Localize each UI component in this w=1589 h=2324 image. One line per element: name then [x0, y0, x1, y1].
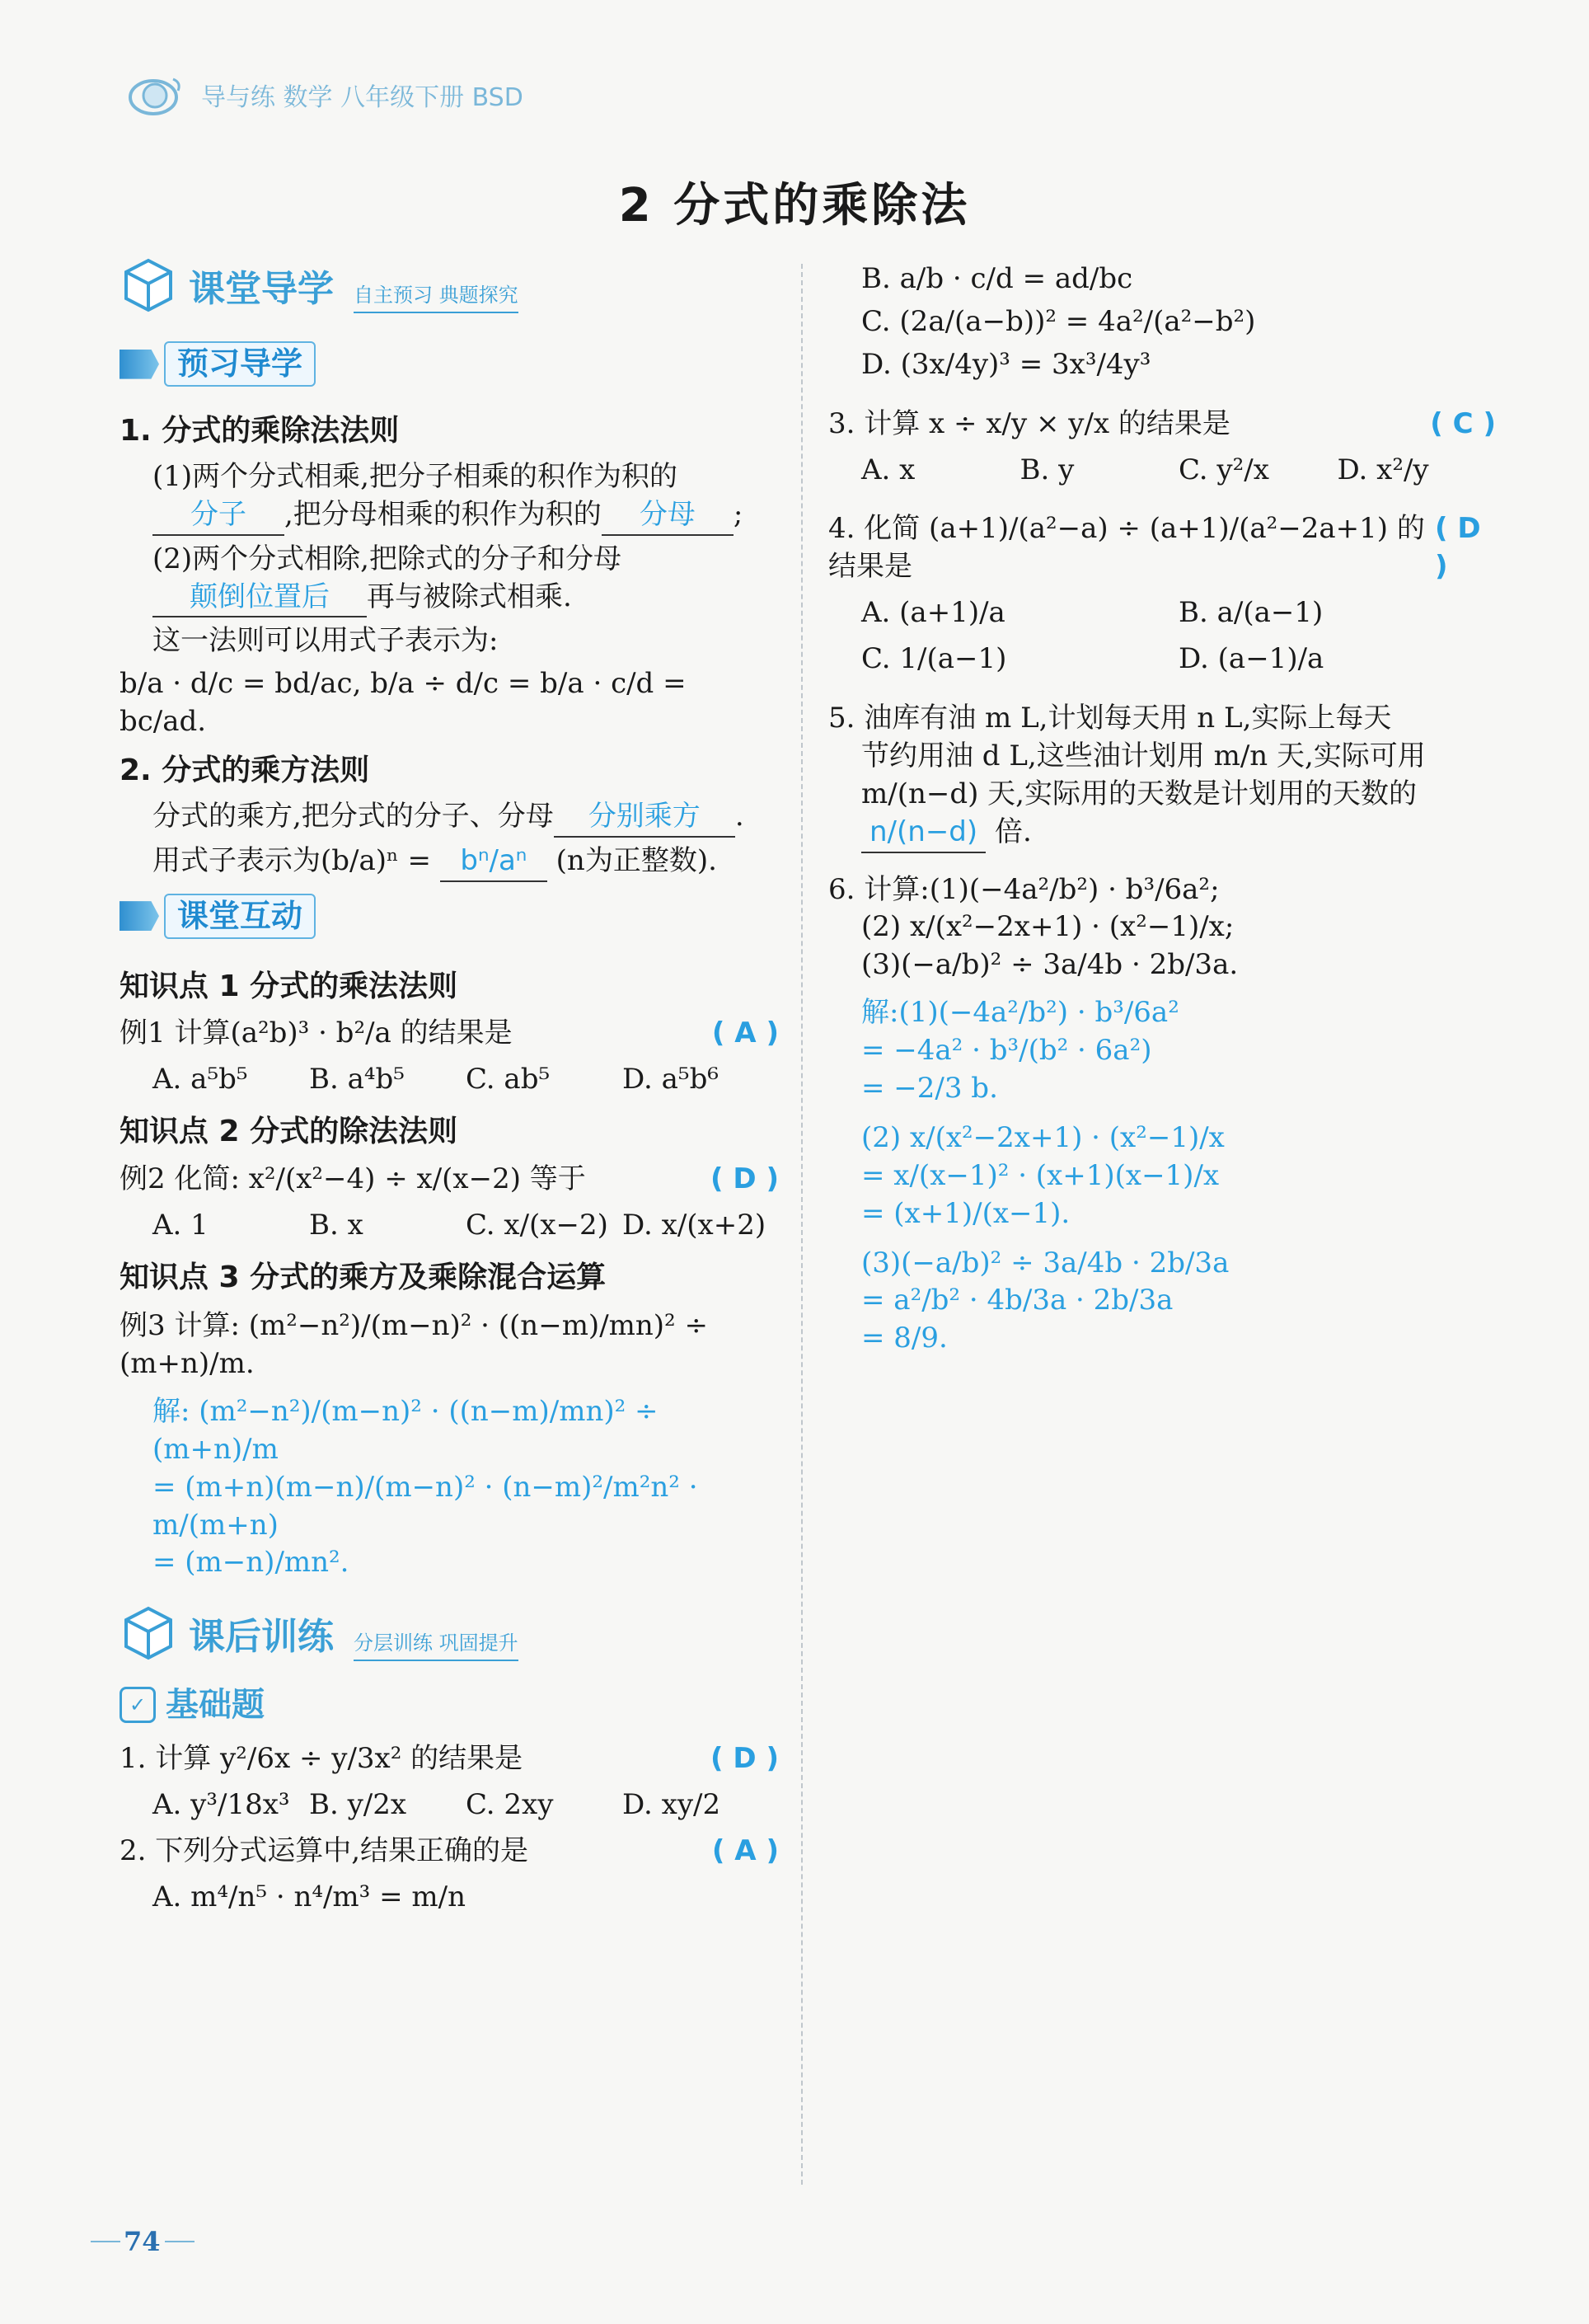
solution-line: = (x+1)/(x−1). [861, 1196, 1071, 1230]
option: D. a⁵b⁶ [622, 1063, 719, 1096]
example-2-options [152, 1207, 779, 1245]
example-3: 例3 计算: (m²−n²)/(m−n)² · ((n−m)/mn)² ÷ (m+n)/m. [120, 1309, 708, 1381]
preview-h1: 1. 分式的乘除法法则 [120, 414, 400, 448]
option: B. x [309, 1208, 363, 1242]
q5-line: 节约用油 d L,这些油计划用 m/n 天,实际可用 [861, 739, 1426, 772]
preview-p5 [152, 843, 779, 882]
section-after-class [120, 1603, 779, 1661]
answer: ( D ) [710, 1162, 779, 1195]
solution-line: = 8/9. [861, 1322, 948, 1355]
solution-line: = −4a² · b³/(b² · 6a²) [861, 1034, 1152, 1068]
example-1-options [152, 1061, 779, 1099]
text: . [734, 799, 744, 833]
example-3-solution [152, 1393, 779, 1582]
q2-option-d: D. (3x/4y)³ = 3x³/4y³ [861, 347, 1151, 381]
page-number: 74 [124, 2226, 161, 2257]
left-column [120, 256, 779, 1925]
section-name: 课堂导学 [189, 267, 334, 310]
answer: ( A ) [711, 1016, 779, 1050]
question-5 [828, 700, 1496, 853]
answer: ( D ) [710, 1742, 779, 1776]
option: C. x/(x−2) [466, 1208, 608, 1242]
text: ,把分母相乘的积作为积的 [284, 497, 602, 531]
option: C. y²/x [1179, 453, 1269, 486]
q6-line: 6. 计算:(1)(−4a²/b²) · b³/6a²; [828, 872, 1220, 906]
preview-p2 [152, 541, 779, 618]
question-text: 2. 下列分式运算中,结果正确的是 [120, 1834, 529, 1868]
question-6-solution [861, 994, 1496, 1358]
option: B. a/(a−1) [1179, 596, 1324, 630]
solution-line: = x/(x−1)² · (x+1)(x−1)/x [861, 1158, 1220, 1192]
option: A. (a+1)/a [861, 596, 1005, 630]
question-2 [120, 1833, 779, 1871]
preview-p3: 这一法则可以用式子表示为: [152, 624, 499, 658]
text: ; [733, 497, 743, 531]
option: C. 1/(a−1) [861, 642, 1007, 676]
text: (1)两个分式相乘,把分子相乘的积作为积的 [152, 459, 677, 493]
option: A. y³/18x³ [152, 1788, 290, 1822]
basic-label-text: 基础题 [166, 1686, 265, 1725]
preview-p1 [152, 458, 779, 536]
option: B. y [1019, 453, 1075, 486]
fill-blank: 分子 [152, 496, 284, 536]
option: A. x [861, 453, 916, 486]
q6-line: (2) x/(x²−2x+1) · (x²−1)/x; [861, 910, 1235, 944]
fill-blank: 分母 [602, 496, 734, 536]
solution-line: 解:(1)(−4a²/b²) · b³/6a² [861, 996, 1179, 1030]
fill-blank: 分别乘方 [554, 798, 735, 838]
knowledge-point-2: 知识点 2 分式的除法法则 [120, 1115, 458, 1149]
section-sub: 分层训练 巩固提升 [354, 1630, 518, 1661]
text: (2)两个分式相除,把除式的分子和分母 [152, 542, 621, 575]
text: 分式的乘方,把分式的分子、分母 [152, 799, 554, 833]
option: A. 1 [152, 1208, 209, 1242]
q5-line: m/(n−d) 天,实际用的天数是计划用的天数的 [861, 777, 1417, 810]
arrow-tag-icon [120, 901, 159, 931]
option: D. x/(x+2) [622, 1208, 766, 1242]
solution-line: = (m−n)/mn². [152, 1546, 349, 1580]
section-name: 课后训练 [189, 1615, 334, 1658]
basic-label [120, 1683, 779, 1727]
page-line [165, 2241, 195, 2242]
fill-blank: 颠倒位置后 [152, 579, 367, 618]
question-2-option-a [152, 1879, 779, 1917]
cube-icon [120, 256, 177, 313]
section-classroom [120, 256, 779, 313]
solution-line: (3)(−a/b)² ÷ 3a/4b · 2b/3a [861, 1246, 1230, 1279]
logo-icon [124, 71, 188, 119]
interact-label [120, 894, 316, 939]
text: 用式子表示为(b/a)ⁿ = [152, 843, 432, 877]
answer: ( A ) [711, 1834, 779, 1868]
option: D. x²/y [1337, 453, 1429, 486]
text: 再与被除式相乘. [367, 580, 572, 613]
right-column [828, 256, 1496, 1358]
question-text: 3. 计算 x ÷ x/y × y/x 的结果是 [828, 406, 1230, 440]
question-4-options-ab [861, 594, 1496, 632]
arrow-tag-icon [120, 350, 159, 379]
option: D. (a−1)/a [1179, 642, 1324, 676]
section-sub: 自主预习 典题探究 [354, 282, 518, 313]
question-text: 1. 计算 y²/6x ÷ y/3x² 的结果是 [120, 1742, 523, 1776]
cube-icon [120, 1603, 177, 1661]
example-1 [120, 1015, 779, 1053]
q5-line [861, 814, 1496, 853]
solution-line: = −2/3 b. [861, 1072, 998, 1106]
page-line [91, 2241, 120, 2242]
option: A. m⁴/n⁵ · n⁴/m³ = m/n [152, 1880, 466, 1914]
question-text: 4. 化简 (a+1)/(a²−a) ÷ (a+1)/(a²−2a+1) 的结果是 [828, 512, 1425, 584]
solution-line: = a²/b² · 4b/3a · 2b/3a [861, 1284, 1174, 1317]
question-3 [828, 406, 1496, 444]
check-icon: ✓ [120, 1687, 156, 1723]
example-text: 例1 计算(a²b)³ · b²/a 的结果是 [120, 1016, 513, 1050]
q5-line: 5. 油库有油 m L,计划每天用 n L,实际上每天 [828, 702, 1392, 735]
preview-h2: 2. 分式的乘方法则 [120, 754, 370, 788]
formula-1: b/a · d/c = bd/ac, b/a ÷ d/c = b/a · c/d = bc/ad. [120, 667, 687, 739]
question-4-options-cd [861, 641, 1496, 678]
question-6 [828, 871, 1496, 985]
example-2 [120, 1161, 779, 1199]
q6-line: (3)(−a/b)² ÷ 3a/4b · 2b/3a. [861, 948, 1239, 982]
knowledge-point-1: 知识点 1 分式的乘法法则 [120, 969, 458, 1003]
q2-option-c: C. (2a/(a−b))² = 4a²/(a²−b²) [861, 304, 1256, 338]
option: B. a⁴b⁵ [309, 1063, 405, 1096]
option: C. 2xy [466, 1788, 554, 1822]
q2-option-b: B. a/b · c/d = ad/bc [861, 262, 1133, 295]
question-1-options [152, 1786, 779, 1824]
preview-label-text: 预习导学 [164, 341, 316, 387]
text: (n为正整数). [555, 843, 717, 877]
solution-line: = (m+n)(m−n)/(m−n)² · (n−m)²/m²n² · m/(m+n) [152, 1470, 698, 1542]
example-text: 例2 化简: x²/(x²−4) ÷ x/(x−2) 等于 [120, 1162, 586, 1195]
text: 倍. [994, 815, 1032, 848]
answer: ( D ) [1435, 512, 1481, 584]
page-title: 2 分式的乘除法 [618, 179, 971, 232]
option: A. a⁵b⁵ [152, 1063, 248, 1096]
question-3-options [861, 452, 1496, 490]
question-4 [828, 510, 1496, 586]
option: B. y/2x [309, 1788, 407, 1822]
question-1 [120, 1740, 779, 1778]
header [124, 66, 523, 124]
fill-blank: n/(n−d) [861, 814, 986, 853]
preview-p4 [152, 798, 779, 838]
preview-label [120, 341, 316, 387]
answer: ( C ) [1430, 406, 1496, 440]
knowledge-point-3: 知识点 3 分式的乘方及乘除混合运算 [120, 1260, 607, 1294]
interact-label-text: 课堂互动 [164, 894, 316, 939]
option: C. ab⁵ [466, 1063, 551, 1096]
option: D. xy/2 [622, 1788, 721, 1822]
column-divider [801, 264, 803, 2185]
header-text: 导与练 数学 八年级下册 BSD [201, 83, 523, 112]
fill-blank: bⁿ/aⁿ [440, 843, 547, 882]
solution-line: (2) x/(x²−2x+1) · (x²−1)/x [861, 1120, 1225, 1154]
solution-line: 解: (m²−n²)/(m−n)² · ((n−m)/mn)² ÷ (m+n)/m [152, 1394, 659, 1466]
